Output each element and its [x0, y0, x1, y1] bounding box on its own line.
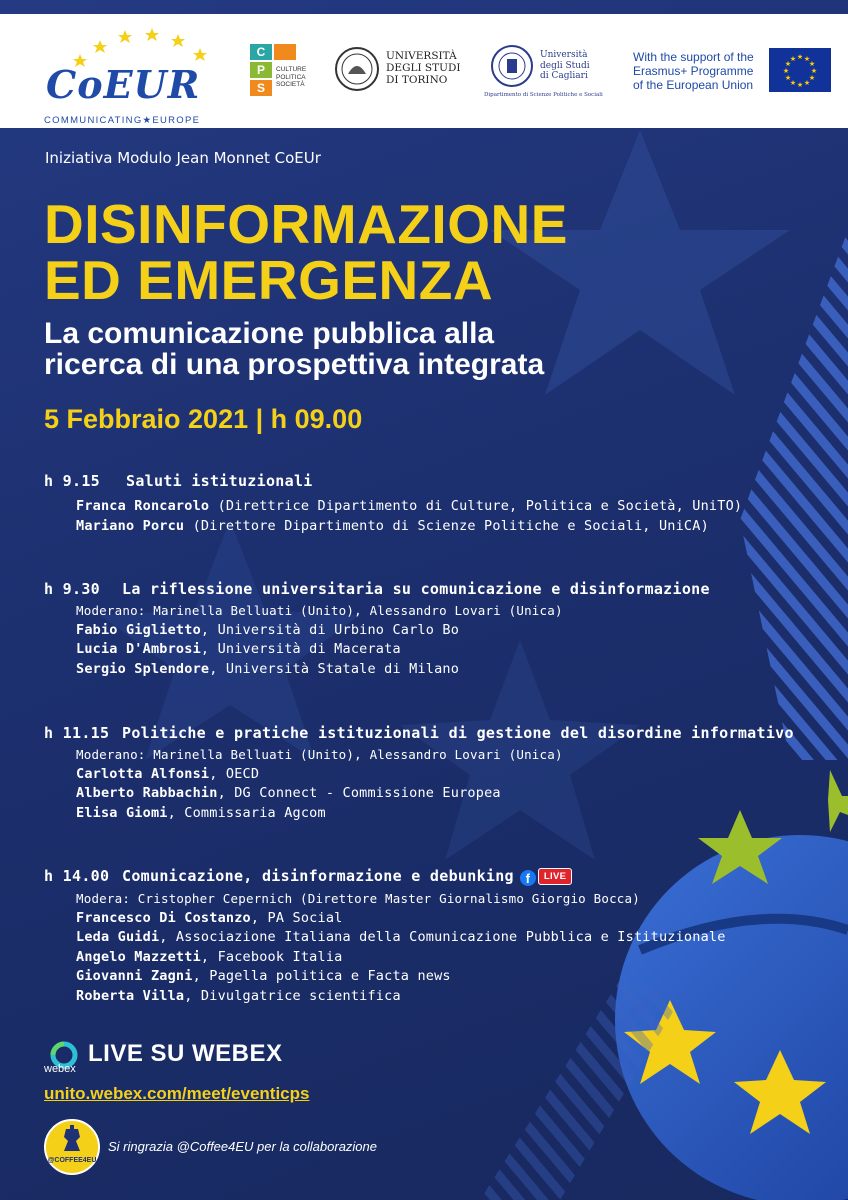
speaker [76, 640, 710, 660]
webex-link[interactable]: unito.webex.com/meet/eventicps [44, 1084, 310, 1103]
speaker [76, 928, 726, 948]
speaker-affiliation: , Università di Macerata [200, 641, 401, 657]
speaker-affiliation: , DG Connect - Commissione Europea [217, 785, 501, 801]
svg-text:★: ★ [796, 81, 804, 89]
unica-line: di Cagliari [540, 71, 588, 81]
session-body [44, 745, 794, 823]
svg-text:★: ★ [789, 79, 797, 87]
unica-line: Università [540, 50, 588, 60]
unito-text [386, 50, 461, 86]
speaker [76, 987, 726, 1007]
speaker [76, 804, 794, 824]
speaker-affiliation: , Divulgatrice scientifica [184, 987, 401, 1004]
speaker-name: Alberto Rabbachin [76, 785, 218, 801]
speaker-affiliation: , OECD [209, 765, 260, 782]
speaker-affiliation: , Commissaria Agcom [167, 804, 326, 821]
moderator: Moderano: Marinella Belluati (Unito), Alessandro Lovari (Unica) [76, 747, 563, 762]
svg-text:★: ★ [803, 79, 811, 87]
session-time: h 9.15 [44, 472, 100, 490]
striped-band [740, 230, 848, 760]
svg-text:★: ★ [784, 74, 792, 82]
erasmus-support-text [633, 50, 754, 92]
unica-text [540, 50, 590, 82]
eu-flag-icon [769, 48, 831, 92]
speaker [76, 967, 726, 987]
session-heading [44, 724, 794, 742]
speaker [76, 497, 742, 517]
unica-seal-icon [490, 44, 534, 88]
unito-line: DI TORINO [386, 74, 448, 86]
svg-text:★: ★ [808, 60, 816, 68]
session-heading [44, 867, 726, 886]
speaker-affiliation: , PA Social [250, 909, 343, 926]
speaker-name: Angelo Mazzetti [76, 948, 201, 965]
cps-label-line: CULTURE [276, 66, 307, 73]
svg-text:★: ★ [808, 74, 816, 82]
svg-text:★: ★ [796, 53, 804, 61]
moderator: Moderano: Marinella Belluati (Unito), Alessandro Lovari (Unica) [76, 603, 563, 618]
session-title: Saluti istituzionali [126, 472, 313, 490]
session-title: La riflessione universitaria su comunicazione e disinformazione [122, 580, 710, 598]
event-title [44, 193, 568, 311]
unica-logo [484, 40, 624, 102]
session [44, 724, 794, 823]
coeur-logo [40, 26, 220, 126]
speaker-name: Carlotta Alfonsi [76, 765, 210, 782]
speaker-name: Fabio Giglietto [76, 621, 201, 638]
session-heading [44, 580, 710, 598]
erasmus-line: With the support of the [633, 50, 754, 64]
speaker-affiliation: , Facebook Italia [200, 948, 343, 965]
cps-block-decor [274, 44, 296, 60]
globe-star [828, 770, 848, 832]
coeur-subtitle: COMMUNICATING★EUROPE [44, 115, 201, 126]
session [44, 867, 726, 1006]
subtitle-line: ricerca di una prospettiva integrata [44, 348, 545, 381]
coffee4eu-label: @COFFEE4EU [47, 1157, 97, 1164]
session-time: h 9.30 [44, 580, 100, 598]
unito-line: DEGLI STUDI [386, 62, 461, 74]
session-body [44, 889, 726, 1006]
speaker-name: Lucia D'Ambrosi [76, 641, 201, 657]
speaker [76, 784, 794, 804]
cps-label [276, 66, 306, 89]
title-line: ED EMERGENZA [44, 249, 494, 311]
svg-text:★: ★ [784, 60, 792, 68]
svg-text:★: ★ [789, 55, 797, 63]
cps-letter-p: P [250, 62, 272, 78]
cps-letter-c: C [250, 44, 272, 60]
webex-title: LIVE SU WEBEX [88, 1040, 283, 1067]
speaker [76, 909, 726, 929]
subtitle-line: La comunicazione pubblica alla [44, 317, 495, 350]
session [44, 580, 710, 679]
session-heading [44, 472, 742, 490]
speaker-name: Sergio Splendore [76, 660, 210, 677]
speaker [76, 765, 794, 785]
unica-line: degli Studi [540, 60, 590, 71]
speaker [76, 621, 710, 641]
speaker-name: Elisa Giomi [76, 804, 168, 821]
session-body [44, 601, 710, 679]
event-date: 5 Febbraio 2021 | h 09.00 [44, 404, 363, 434]
svg-text:★: ★ [803, 55, 811, 63]
eu-flag-stars [769, 48, 831, 92]
cps-label-line: POLITICA [276, 73, 306, 81]
session [44, 472, 742, 536]
unito-line: UNIVERSITÀ [386, 50, 457, 62]
initiative-label: Iniziativa Modulo Jean Monnet CoEUr [45, 149, 321, 167]
session-title: Comunicazione, disinformazione e debunking [122, 867, 514, 885]
unito-logo [334, 44, 464, 98]
header [0, 14, 848, 128]
session-time: h 11.15 [44, 724, 110, 742]
unica-department: Dipartimento di Scienze Politiche e Sociali [484, 92, 603, 98]
session-title: Politiche e pratiche istituzionali di gestione del disordine informativo [122, 724, 794, 742]
speaker-name: Francesco Di Costanzo [76, 909, 251, 926]
unito-seal-icon [334, 46, 380, 92]
speaker-affiliation: (Direttore Dipartimento di Scienze Politiche e Sociali, UniCA) [184, 517, 709, 534]
live-badge[interactable]: LIVE [538, 868, 572, 885]
speaker-name: Franca Roncarolo [76, 498, 210, 514]
erasmus-line: of the European Union [633, 78, 754, 92]
speaker-name: Mariano Porcu [76, 517, 185, 534]
cps-logo [250, 44, 320, 98]
svg-text:★: ★ [810, 67, 818, 75]
cps-label-line: SOCIETÀ [276, 81, 305, 88]
speaker-affiliation: , Pagella politica e Facta news [192, 968, 451, 984]
speaker-affiliation: , Università Statale di Milano [209, 660, 460, 677]
speaker [76, 660, 710, 680]
event-subtitle [44, 318, 544, 380]
speaker [76, 948, 726, 968]
session-time: h 14.00 [44, 867, 110, 885]
coeur-title: CoEUR [46, 62, 201, 107]
webex-logo-word: webex [44, 1063, 76, 1075]
cps-letter-s: S [250, 80, 272, 96]
facebook-icon[interactable]: f [520, 870, 536, 886]
speaker-name: Leda Guidi [76, 929, 160, 945]
session-body [44, 497, 742, 536]
speaker [76, 517, 742, 537]
coffee-pot-icon [46, 1121, 98, 1157]
svg-text:★: ★ [782, 67, 790, 75]
coffee4eu-logo [44, 1119, 100, 1175]
thanks-text: Si ringrazia @Coffee4EU per la collaborazione [108, 1139, 378, 1154]
title-line: DISINFORMAZIONE [44, 193, 568, 255]
speaker-name: Roberta Villa [76, 987, 185, 1004]
speaker-affiliation: , Associazione Italiana della Comunicazione Pubblica e Istituzionale [159, 929, 726, 945]
erasmus-line: Erasmus+ Programme [633, 64, 754, 78]
speaker-affiliation: (Direttrice Dipartimento di Culture, Politica e Società, UniTO) [209, 498, 743, 514]
moderator: Modera: Cristopher Cepernich (Direttore Master Giornalismo Giorgio Bocca) [76, 891, 640, 906]
speaker-name: Giovanni Zagni [76, 968, 193, 984]
speaker-affiliation: , Università di Urbino Carlo Bo [200, 621, 460, 638]
